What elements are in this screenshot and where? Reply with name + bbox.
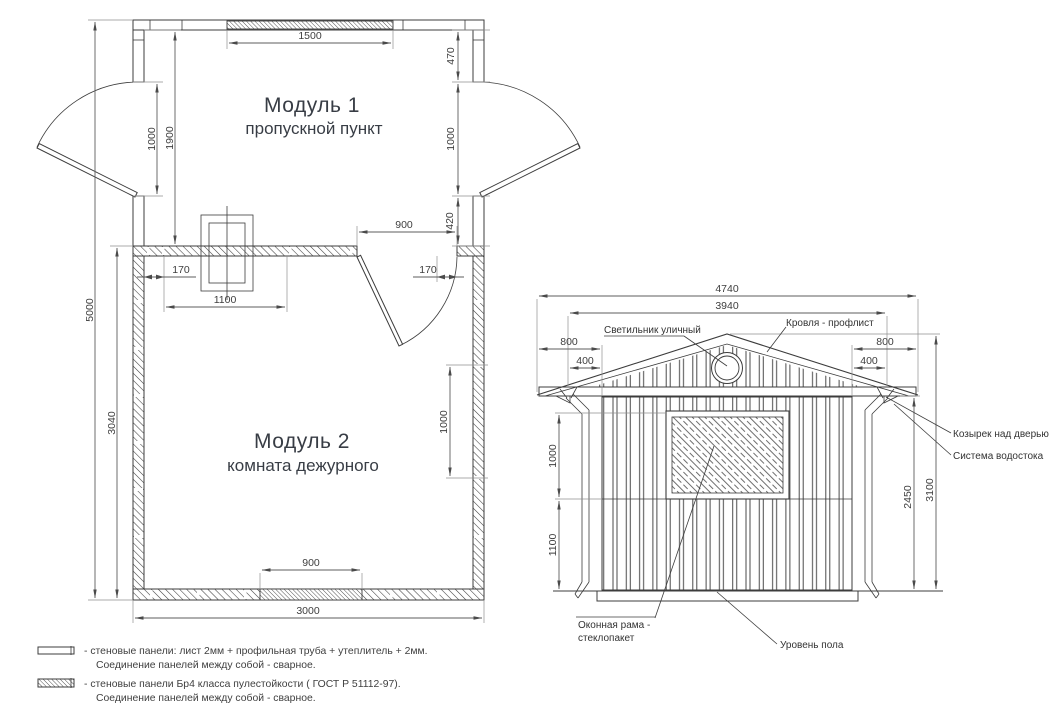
module2-title: Модуль 2 <box>254 430 350 453</box>
dim-wall-height: 2450 <box>902 485 914 509</box>
street-lamp <box>712 353 743 384</box>
dim-total-width: 3000 <box>296 605 320 617</box>
module1-left-wall-upper <box>133 30 144 82</box>
dim-bottom-window: 900 <box>302 557 320 569</box>
module1-left-wall-lower <box>133 196 144 246</box>
dim-pass-left-offset: 170 <box>172 264 190 276</box>
plinth <box>597 591 858 601</box>
legend-plain-line2: Соединение панелей между собой - сварное. <box>96 660 316 671</box>
legend-plain-line1: - стеновые панели: лист 2мм + профильная труба + утеплитель + 2мм. <box>84 646 428 657</box>
legend-swatch-plain <box>38 647 74 654</box>
label-window-frame-1: Оконная рама - <box>578 620 651 631</box>
dim-total-height: 3100 <box>924 478 936 502</box>
dividing-wall-right-part <box>457 246 484 256</box>
module1-right-wall-lower <box>473 196 484 246</box>
module1-subtitle: пропускной пункт <box>245 119 383 138</box>
dim-overhang-left-half: 400 <box>576 355 594 367</box>
module1-top-window <box>227 21 393 29</box>
legend-item-armored <box>38 678 401 704</box>
right-door-swing-arc <box>481 82 580 147</box>
label-street-lamp: Светильник уличный <box>604 325 701 336</box>
dim-right-top: 470 <box>445 47 457 65</box>
transfer-window <box>201 206 253 300</box>
label-door-canopy: Козырек над дверью <box>953 429 1049 440</box>
legend-armored-line2: Соединение панелей между собой - сварное. <box>96 693 316 704</box>
right-door-leaf <box>480 144 580 197</box>
dim-pass-window: 1100 <box>213 294 237 306</box>
dividing-wall <box>133 246 484 256</box>
legend <box>38 645 428 704</box>
dim-m2-right-window: 1000 <box>438 410 450 434</box>
dim-top-window: 1500 <box>298 30 322 42</box>
label-roof: Кровля - профлист <box>786 318 874 329</box>
legend-armored-line1: - стеновые панели Бр4 класса пулестойкости ( ГОСТ Р 51112-97). <box>84 679 401 690</box>
floor-plan <box>37 20 580 623</box>
dim-overhang-right-half: 400 <box>860 355 878 367</box>
facade-window-glass <box>672 417 783 493</box>
module2-walls <box>133 256 484 600</box>
module1-title: Модуль 1 <box>264 94 360 117</box>
module2-left-wall <box>133 256 144 589</box>
left-door-swing-arc <box>37 82 136 147</box>
label-window-frame-2: стеклопакет <box>578 633 635 644</box>
dim-right-bottom: 420 <box>444 212 456 230</box>
dim-window-band: 1000 <box>547 444 559 468</box>
legend-swatch-hatch <box>38 679 74 687</box>
label-drain-system: Система водостока <box>953 451 1044 462</box>
downspout-left <box>560 387 589 598</box>
dim-pass-right-offset: 170 <box>419 264 437 276</box>
dim-overhang-right: 800 <box>876 336 894 348</box>
facade-wall <box>553 397 943 601</box>
pass-door <box>357 255 457 346</box>
dim-below-window: 1100 <box>547 533 559 557</box>
dim-pass-door: 900 <box>395 219 413 231</box>
module2-bottom-window <box>260 589 362 600</box>
dim-elev-wall-span: 3940 <box>715 300 739 312</box>
downspout-right <box>865 387 894 598</box>
module1-right-wall-upper <box>473 30 484 82</box>
pass-door-leaf <box>357 255 403 346</box>
dim-left-door: 1000 <box>146 127 158 151</box>
module1-left-door <box>37 82 137 197</box>
dim-module2-length: 3040 <box>106 411 118 435</box>
dim-total-length: 5000 <box>84 298 96 322</box>
module1-right-door <box>480 82 580 197</box>
fascia-band <box>539 387 916 396</box>
dim-right-door: 1000 <box>445 127 457 151</box>
legend-item-plain <box>38 645 428 671</box>
label-floor-level: Уровень пола <box>780 640 844 651</box>
lamp-outer-circle <box>712 353 743 384</box>
module2-subtitle: комната дежурного <box>227 456 379 475</box>
dim-module1-length: 1900 <box>164 126 176 150</box>
elevation-view <box>537 283 1049 651</box>
left-door-leaf <box>37 144 137 197</box>
module2-right-wall <box>473 256 484 589</box>
dim-elev-total-width: 4740 <box>715 283 739 295</box>
dim-overhang-left: 800 <box>560 336 578 348</box>
